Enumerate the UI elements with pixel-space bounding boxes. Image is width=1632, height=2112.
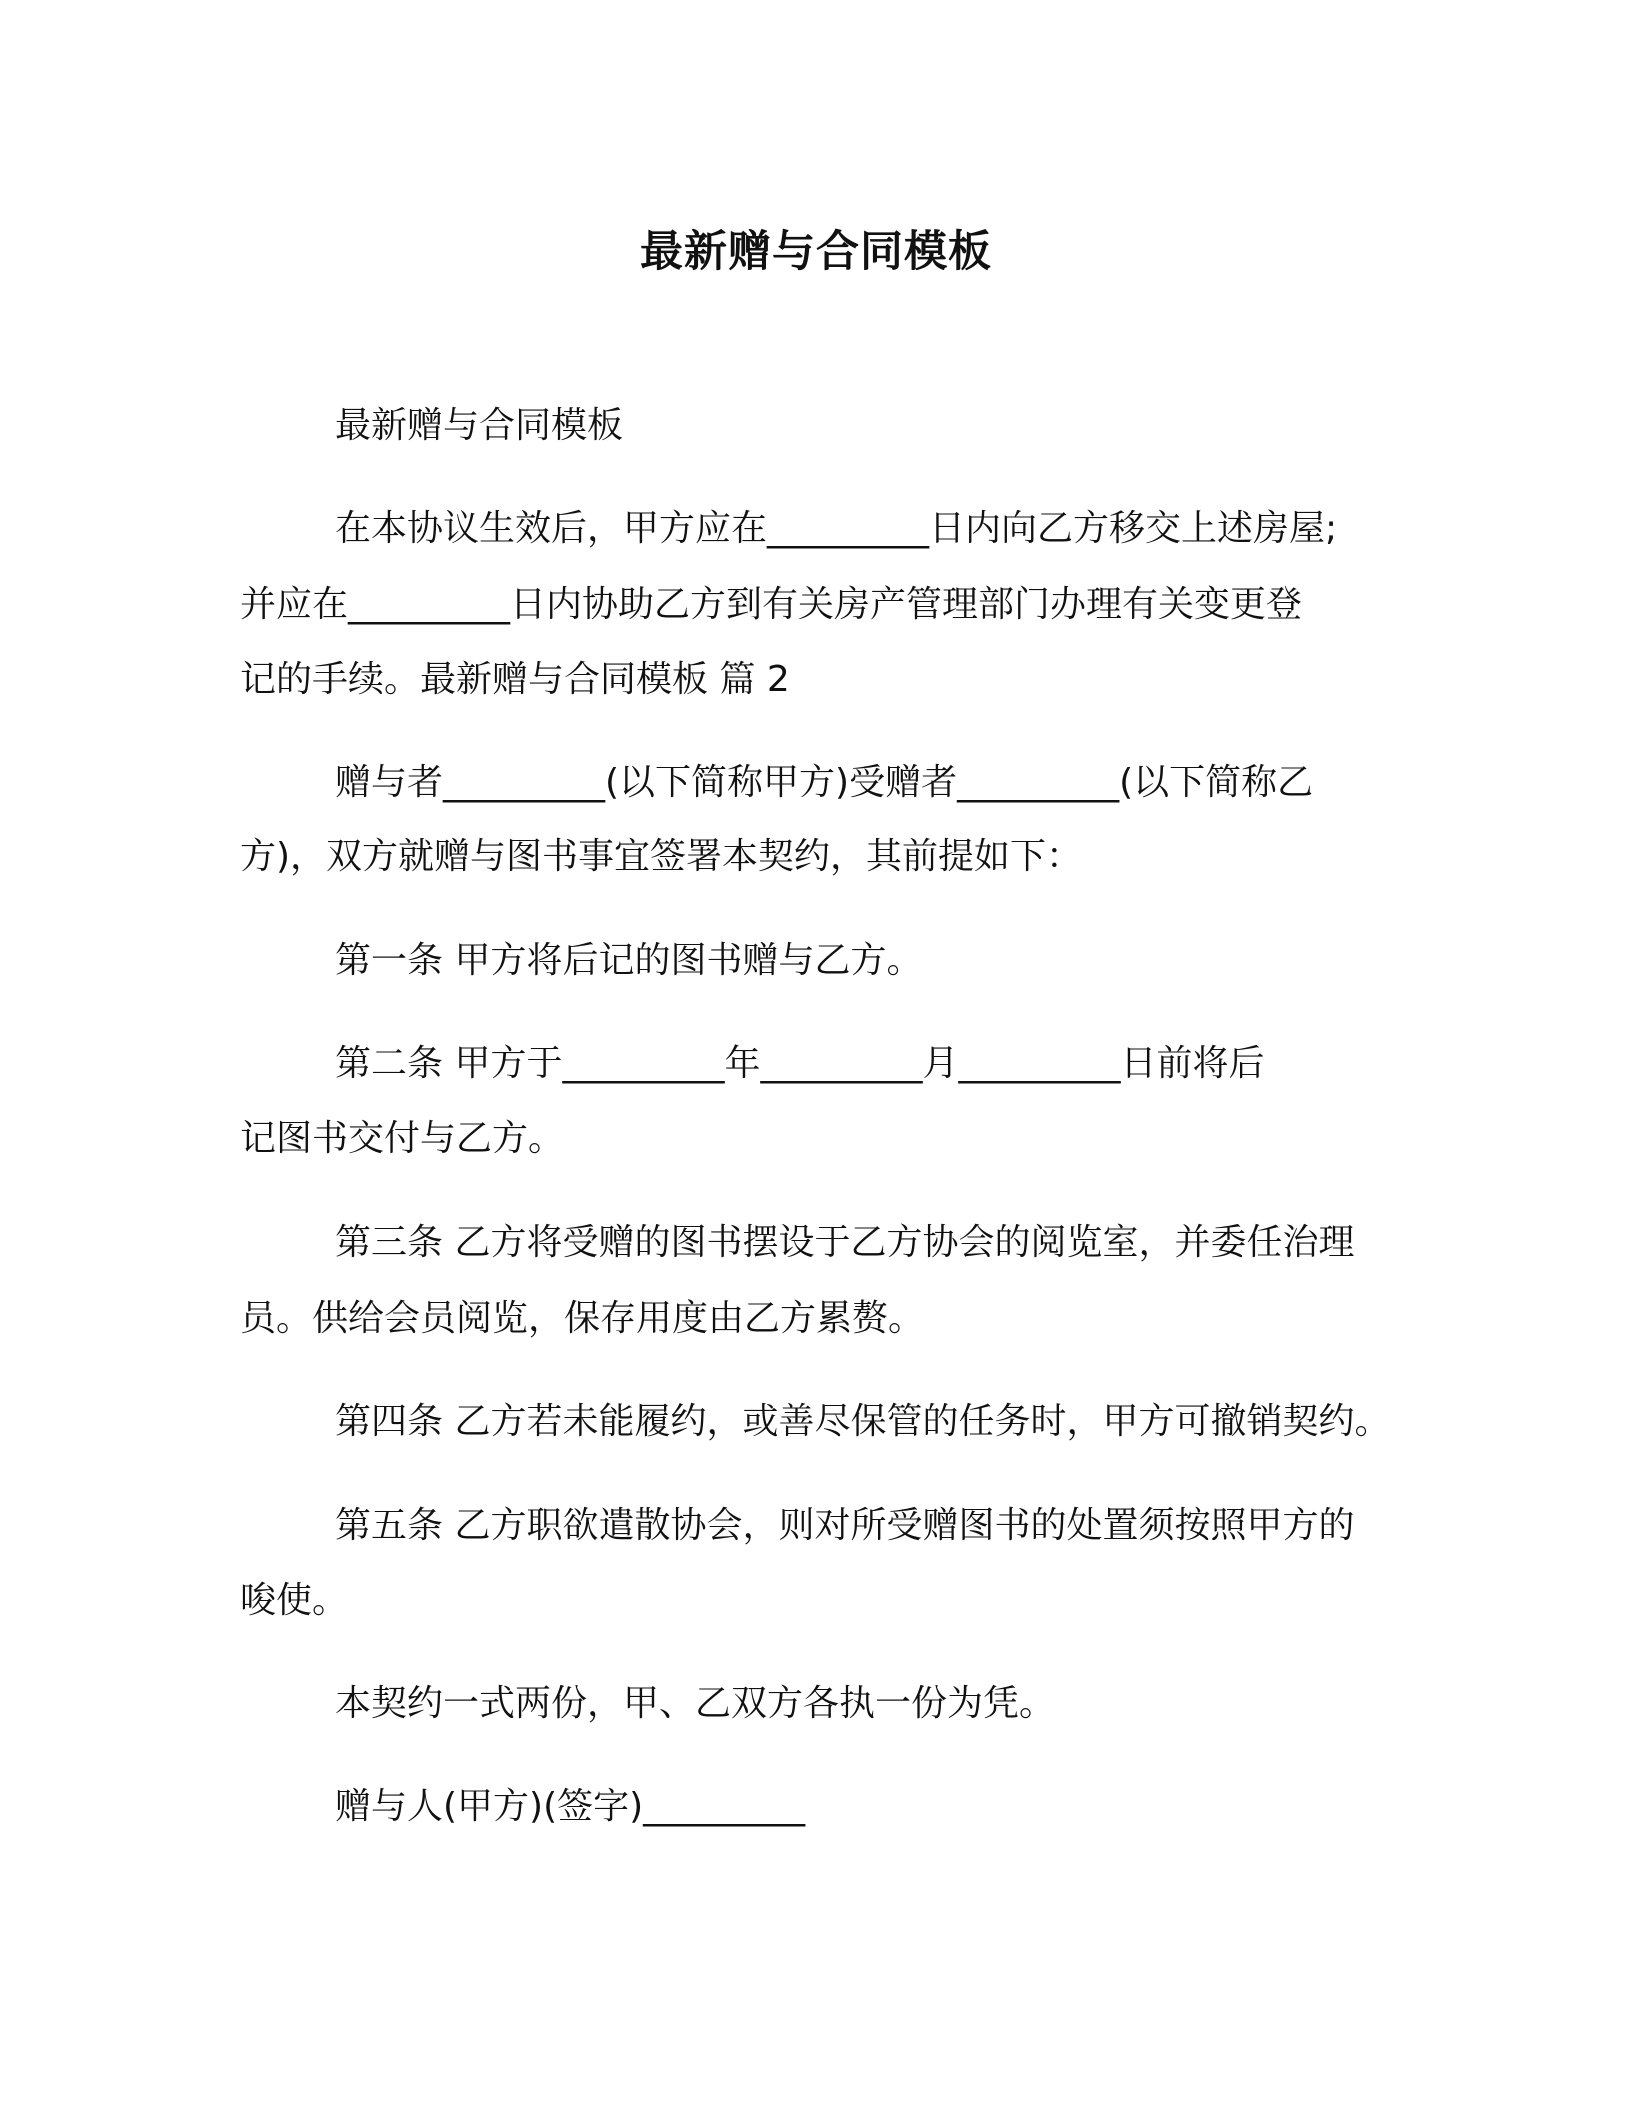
paragraph-line: 第五条 乙方职欲遣散协会，则对所受赠图书的处置须按照甲方的 [335,1505,1355,1546]
paragraph-line: 赠与者_________(以下简称甲方)受赠者_________(以下简称乙 [335,762,1314,803]
paragraph-line: 唆使。 [240,1580,349,1621]
paragraph-line: 在本协议生效后，甲方应在_________日内向乙方移交上述房屋; [335,508,1338,549]
paragraph-line: 第三条 乙方将受赠的图书摆设于乙方协会的阅览室，并委任治理 [335,1222,1355,1263]
paragraph-line: 方)，双方就赠与图书事宜签署本契约，其前提如下： [240,836,1083,877]
paragraph-line: 本契约一式两份，甲、乙双方各执一份为凭。 [335,1683,1056,1724]
document-title: 最新赠与合同模板 [640,227,992,277]
paragraph-line: 记的手续。最新赠与合同模板 篇 2 [240,659,790,700]
paragraph-line: 第四条 乙方若未能履约，或善尽保管的任务时，甲方可撤销契约。 [335,1401,1391,1442]
paragraph-line: 并应在_________日内协助乙方到有关房产管理部门办理有关变更登 [240,584,1303,625]
paragraph-line: 记图书交付与乙方。 [240,1118,565,1159]
signature-line: 赠与人(甲方)(签字)_________ [335,1786,806,1827]
paragraph-line: 员。供给会员阅览，保存用度由乙方累赘。 [240,1298,925,1339]
paragraph-line: 第二条 甲方于_________年_________月_________日前将后 [335,1043,1265,1084]
subtitle-line: 最新赠与合同模板 [335,405,624,446]
paragraph-line: 第一条 甲方将后记的图书赠与乙方。 [335,940,923,981]
